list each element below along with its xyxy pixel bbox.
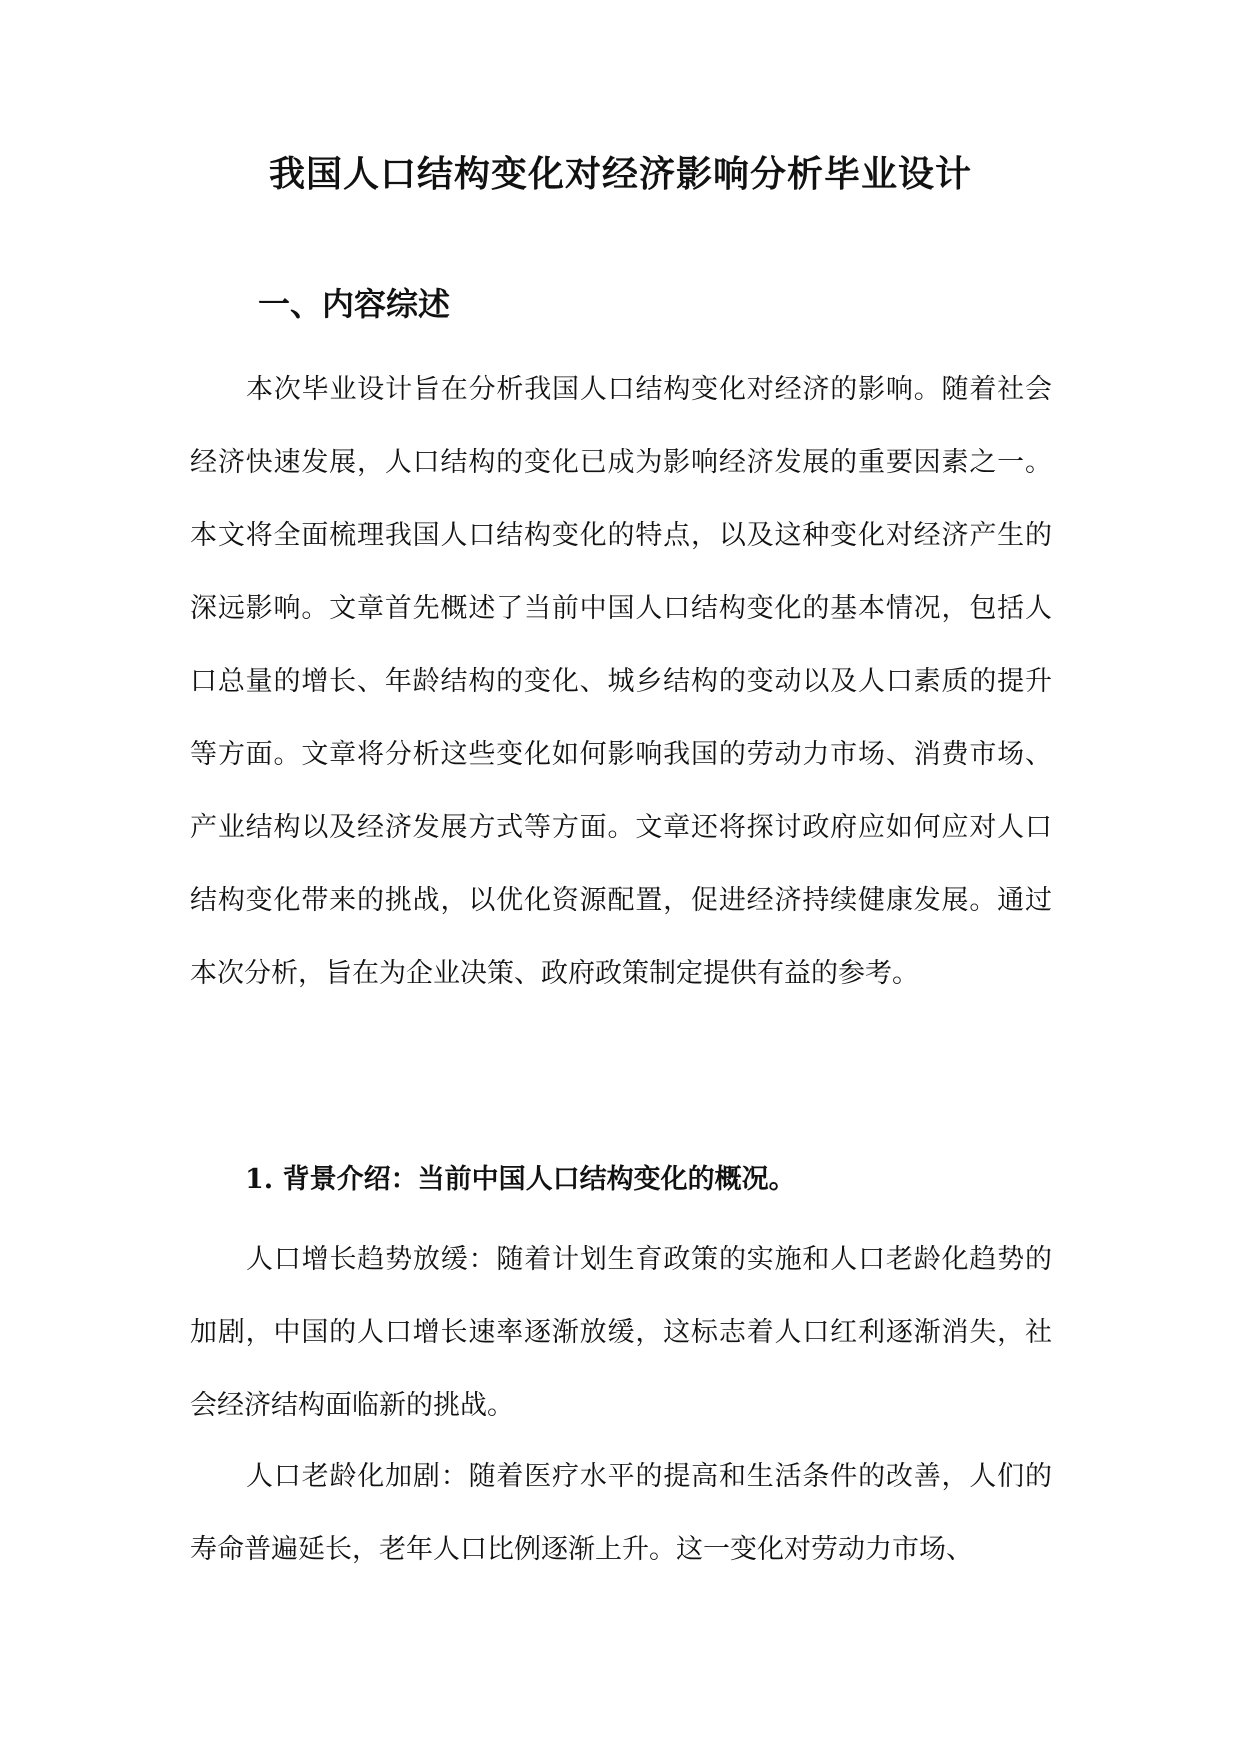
subsection-heading-background: 1. 背景介绍：当前中国人口结构变化的概况。 xyxy=(245,1164,796,1195)
paragraph-population-aging: 人口老龄化加剧：随着医疗水平的提高和生活条件的改善，人们的寿命普遍延长，老年人口比例逐渐上升。这一变化对劳动力市场、 xyxy=(190,1461,1052,1565)
paragraph-population-growth: 人口增长趋势放缓：随着计划生育政策的实施和人口老龄化趋势的加剧，中国的人口增长速率逐渐放缓，这标志着人口红利逐渐消失，社会经济结构面临新的挑战。 xyxy=(190,1244,1052,1421)
section-heading-summary: 一、内容综述 xyxy=(258,285,451,323)
summary-paragraph: 本次毕业设计旨在分析我国人口结构变化对经济的影响。随着社会经济快速发展，人口结构的变化已成为影响经济发展的重要因素之一。本文将全面梳理我国人口结构变化的特点，以及这种变化对经济产生的深远影响。文章首先概述了当前中国人口结构变化的基本情况，包括人口总量的增长、年龄结构的变化、城乡结构的变动以及人口素质的提升等方面。文章将分析这些变化如何影响我国的劳动力市场、消费市场、产业结构以及经济发展方式等方面。文章还将探讨政府应如何应对人口结构变化带来的挑战，以优化资源配置，促进经济持续健康发展。通过本次分析，旨在为企业决策、政府政策制定提供有益的参考。 xyxy=(190,374,1052,989)
document-title: 我国人口结构变化对经济影响分析毕业设计 xyxy=(268,153,972,195)
